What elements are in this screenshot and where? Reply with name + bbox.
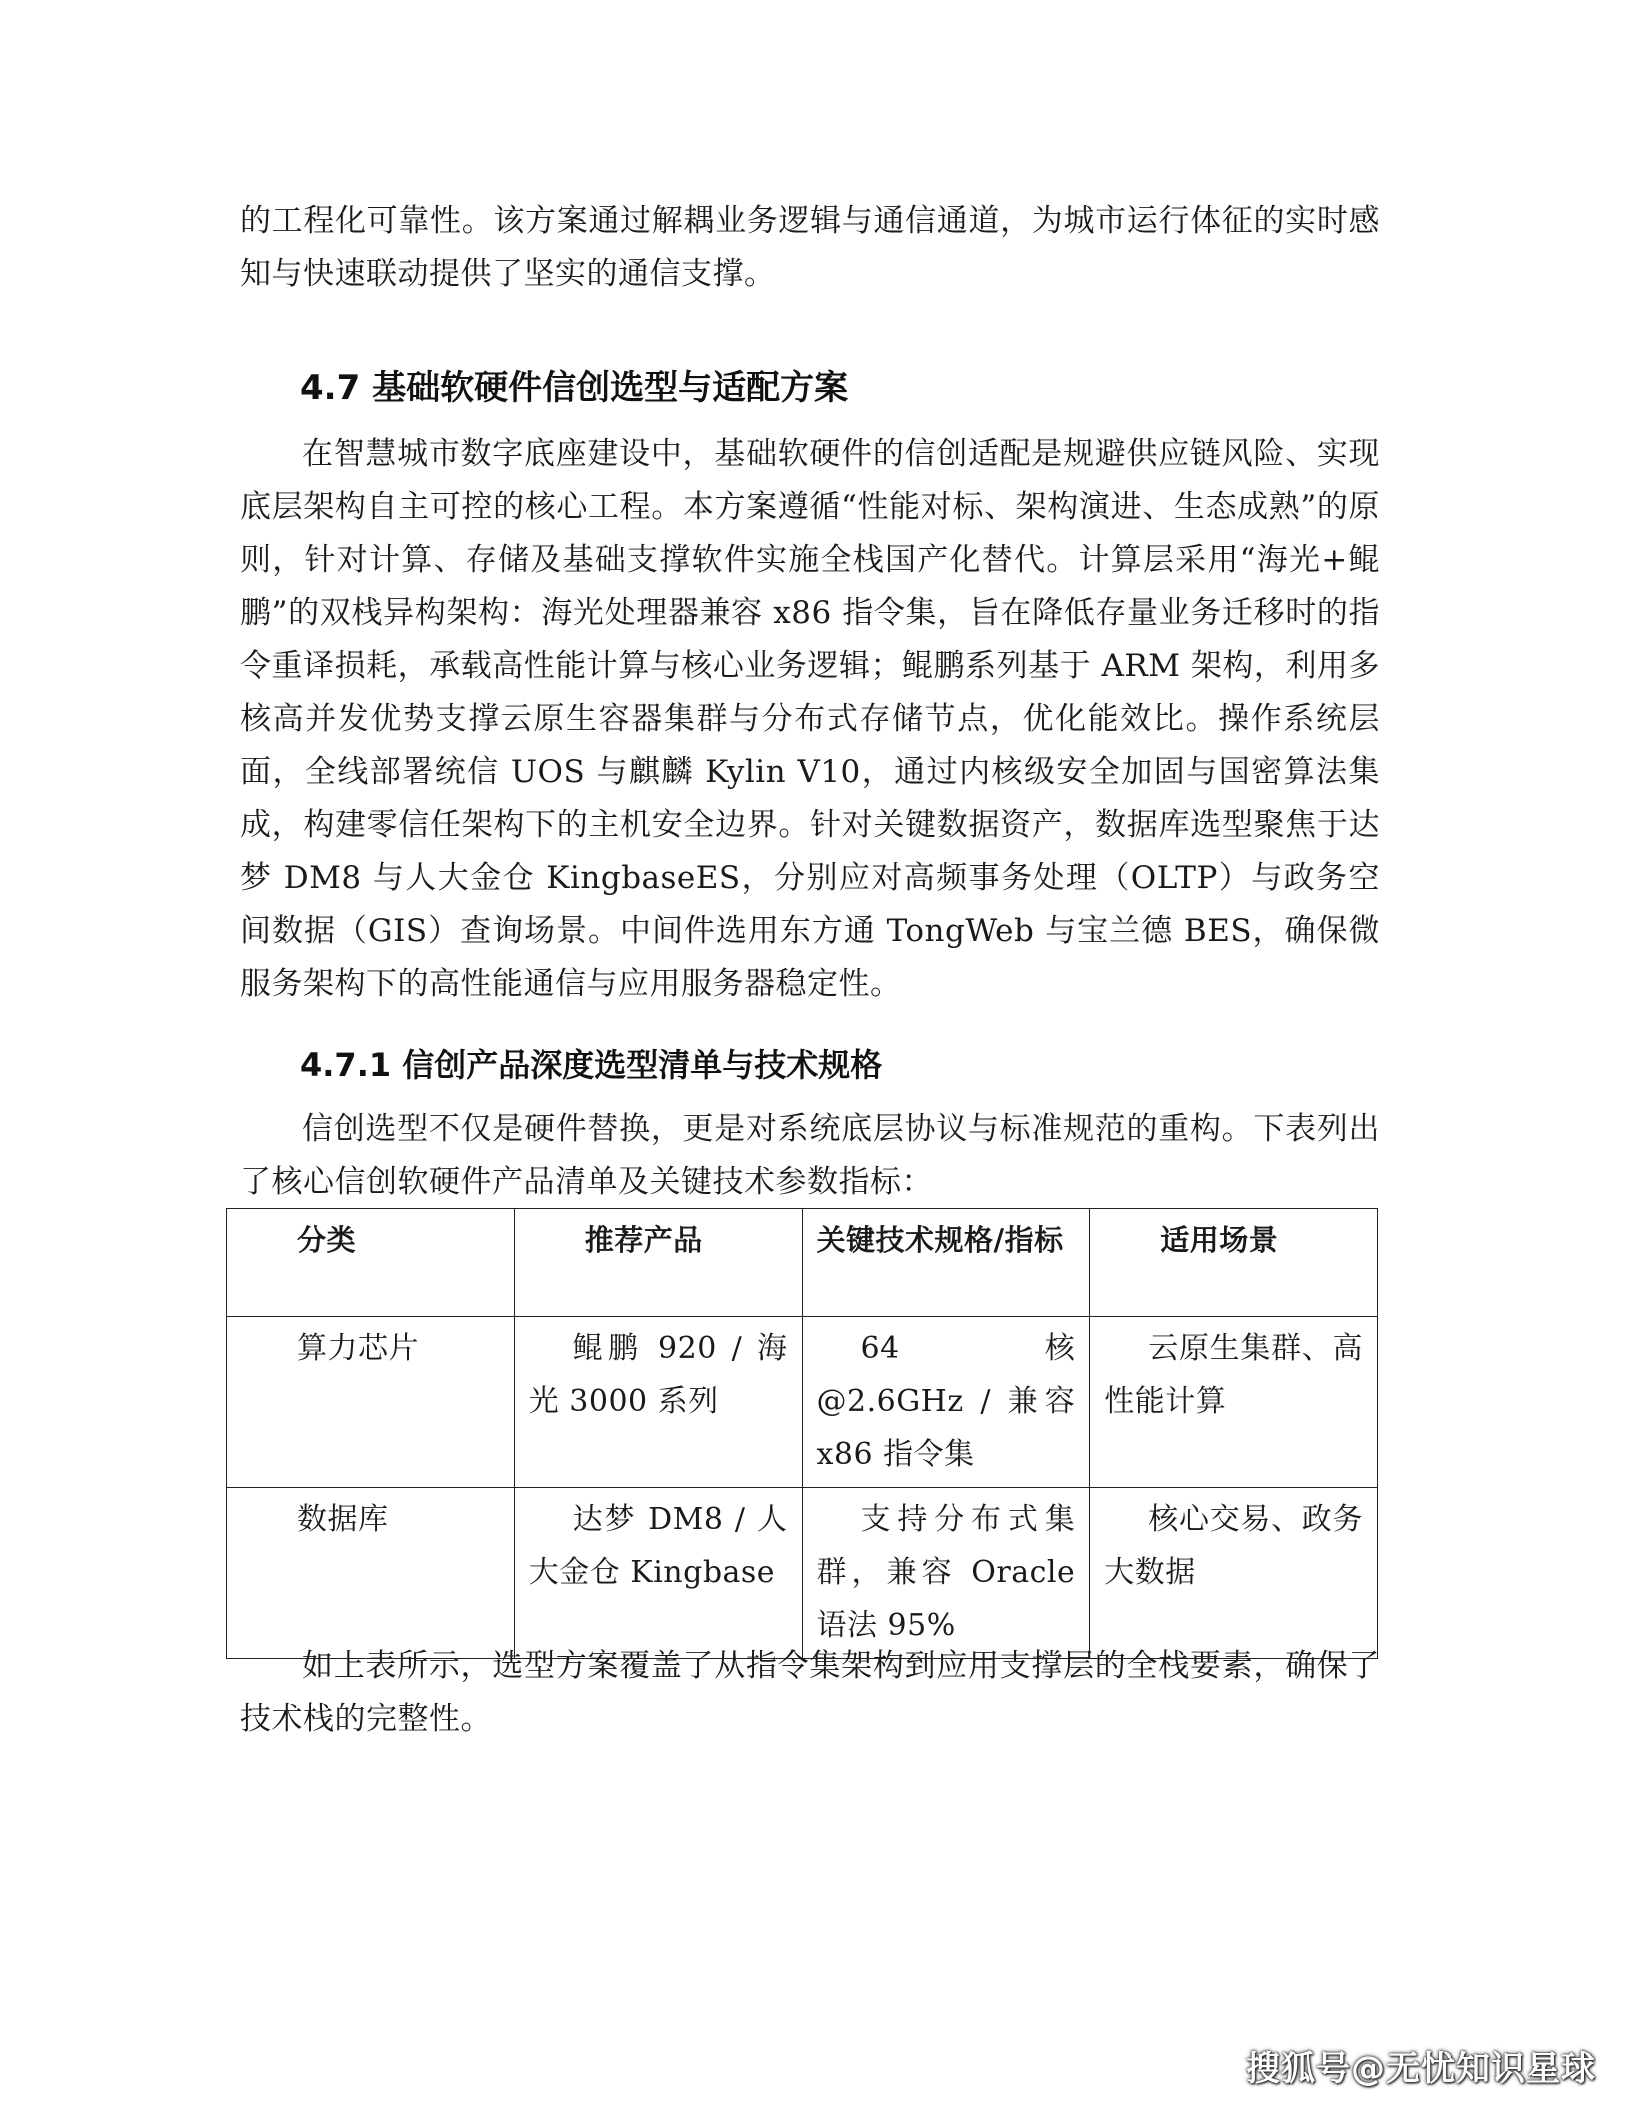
table-row — [227, 1317, 1378, 1488]
cell-scenario: 核心交易、政务大数据 — [1090, 1488, 1378, 1659]
cell-product: 达梦 DM8 / 人大金仓 Kingbase — [514, 1488, 802, 1659]
cell-category: 算力芯片 — [227, 1317, 515, 1488]
watermark-text: 搜狐号@无忧知识星球 — [1246, 2049, 1596, 2089]
header-spec: 关键技术规格/指标 — [802, 1209, 1090, 1317]
table-header-row — [227, 1209, 1378, 1317]
section-4-7-1-heading: 4.7.1 信创产品深度选型清单与技术规格 — [300, 1046, 883, 1084]
section-4-7-body-paragraph: 在智慧城市数字底座建设中，基础软硬件的信创适配是规避供应链风险、实现底层架构自主可控的核心工程。本方案遵循“性能对标、架构演进、生态成熟”的原则，针对计算、存储及基础支撑软件实施全栈国产化替代。计算层采用“海光+鲲鹏”的双栈异构架构：海光处理器兼容 x86 指令集，旨在降低存量业务迁移时的指令重译损耗，承载高性能计算与核心业务逻辑；鲲鹏系列基于 ARM 架构，利用多核高并发优势支撑云原生容器集群与分布式存储节点，优化能效比。操作系统层面，全线部署统信 UOS 与麒麟 Kylin V10，通过内核级安全加固与国密算法集成，构建零信任架构下的主机安全边界。针对关键数据资产，数据库选型聚焦于达梦 DM8 与人大金仓 KingbaseES，分别应对高频事务处理（OLTP）与政务空间数据（GIS）查询场景。中间件选用东方通 TongWeb 与宝兰德 BES，确保微服务架构下的高性能通信与应用服务器稳定性。 — [240, 436, 1380, 1002]
cell-product: 鲲鹏 920 / 海光 3000 系列 — [514, 1317, 802, 1488]
section-4-7-1-conclusion-paragraph: 如上表所示，选型方案覆盖了从指令集架构到应用支撑层的全栈要素，确保了技术栈的完整性。 — [240, 1648, 1380, 1737]
table-row — [227, 1488, 1378, 1659]
spec-table — [226, 1208, 1378, 1659]
header-scenario: 适用场景 — [1090, 1209, 1378, 1317]
section-4-7-1-intro-paragraph: 信创选型不仅是硬件替换，更是对系统底层协议与标准规范的重构。下表列出了核心信创软硬件产品清单及关键技术参数指标： — [240, 1111, 1380, 1200]
cell-scenario: 云原生集群、高性能计算 — [1090, 1317, 1378, 1488]
cell-spec: 支持分布式集群，兼容 Oracle 语法 95% — [802, 1488, 1090, 1659]
section-4-7-heading: 4.7 基础软硬件信创选型与适配方案 — [300, 368, 849, 408]
header-product: 推荐产品 — [514, 1209, 802, 1317]
cell-spec: 64 核 @2.6GHz / 兼容 x86 指令集 — [802, 1317, 1090, 1488]
intro-continuation-paragraph: 的工程化可靠性。该方案通过解耦业务逻辑与通信通道，为城市运行体征的实时感知与快速联动提供了坚实的通信支撑。 — [240, 203, 1380, 292]
cell-category: 数据库 — [227, 1488, 515, 1659]
header-category: 分类 — [227, 1209, 515, 1317]
